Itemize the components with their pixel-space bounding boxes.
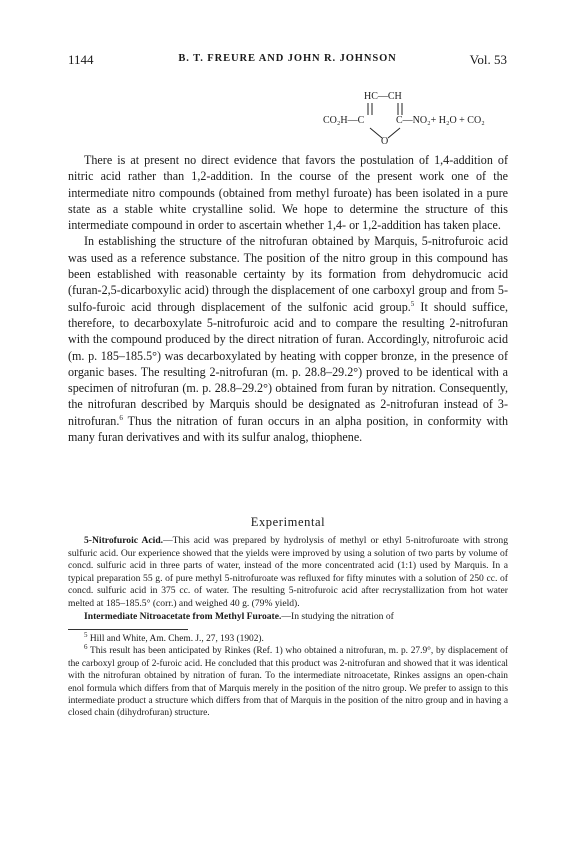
formula-bonds [0,0,576,150]
footnote-rule [68,629,188,630]
reaction-formula [0,0,576,150]
footnote: $^6$ This result has been anticipated by Rinkes (Ref. 1) who obtained a nitrofuran, m. p. 27.9°, by displacement of the carboxyl group of 2-furoic acid. He concluded that this product was 2-nitrofuran and showed that it was identical with the nitrofuran obtained by nitration of furan. To the intermediate nitroacetate, Rinkes assigns an open-chain enol formula which differs from that of Marquis merely in the position of the nitro group. We prefer to assign to this intermediate product a structure which differs from that of Marquis in the position of the nitro group and in having a closed chain (dihydrofuran) structure. [68,643,508,719]
reference-marker: 5 [410,299,415,308]
volume-label: Vol. 53 [469,52,507,67]
footnote: $^5$ Hill and White, Am. Chem. J., 27, 193 (1902). [84,630,264,644]
paragraph: 5-Nitrofuroic Acid.—This acid was prepared by hydrolysis of methyl or ethyl 5-nitrofuroate with strong sulfuric acid. Our experience showed that the yields were improved by using a solution of two parts by volume of concd. sulfuric acid in three parts of water, instead of the more concentrated acid (1:1) used by Marquis. In a typical preparation 55 g. of pure methyl 5-nitrofuroate was refluxed for fifty minutes with a solution of 250 cc. of concd. sulfuric acid in 375 cc. of water. The resulting 5-nitrofuroic acid after recrystallization from hot water melted at 185–185.5° (corr.) and weighed 40 g. (79% yield). [68,535,509,609]
paragraph: There is at present no direct evidence that favors the postulation of 1,4-addition of nitric acid rather than 1,2-addition. In the course of the present work one of the intermediate nitro compounds (obtained from methyl furoate) has been isolated in a pure state as a stable white crystalline solid. We hope to determine the structure of this intermediate compound in order to ascertain whether 1,4- or 1,2-addition has taken place. [68,153,508,233]
paragraph: Intermediate Nitroacetate from Methyl Furoate.—In studying the nitration of [84,610,394,622]
paragraph-heading: 5-Nitrofuroic Acid. [84,535,164,546]
reference-marker: 6 [119,413,123,422]
footnotes [68,630,508,720]
formula-top: HC—CH [364,91,402,102]
experimental-text [68,535,508,623]
formula-right: C—NO₂+ H₂O + CO₂ [396,115,485,126]
running-authors: B. T. FREURE AND JOHN R. JOHNSON [178,53,397,64]
paragraph-heading: Intermediate Nitroacetate from Methyl Furoate. [84,610,282,622]
formula-oxygen: O [381,136,389,147]
page-number: 1144 [68,52,94,67]
section-title: Experimental [250,515,326,529]
paragraph: In establishing the structure of the nitrofuran obtained by Marquis, 5-nitrofuroic acid was used as a reference substance. The position of the nitro group in this compound has been established with reasonable certainty by its formation from dehydromucic acid (furan-2,5-dicarboxylic acid) through the displacement of one carboxyl group and from 5-sulfo-furoic acid through displacement of the sulfonic acid group.$^5$ It should suffice, therefore, to decarboxylate 5-nitrofuroic acid and to compare the resulting 2-nitrofuran with the compound produced by the direct nitration of furan. Accordingly, nitrofuroic acid (m. p. 185–185.5°) was decarboxylated by heating with copper bronze, in the presence of organic bases. The resulting 2-nitrofuran (m. p. 28.8–29.2°) proved to be identical with a specimen of nitrofuran (m. p. 28.8–29.2°) obtained from furan by nitration. Consequently, the nitrofuran described by Marquis should be designated as 2-nitrofuran instead of 3-nitrofuran.$^6$ Thus the nitration of furan occurs in an alpha position, in conformity with many furan derivatives and with its sulfur analog, thiophene. [68,234,508,445]
formula-left: CO₂H—C [323,115,365,126]
body-text [68,152,508,445]
